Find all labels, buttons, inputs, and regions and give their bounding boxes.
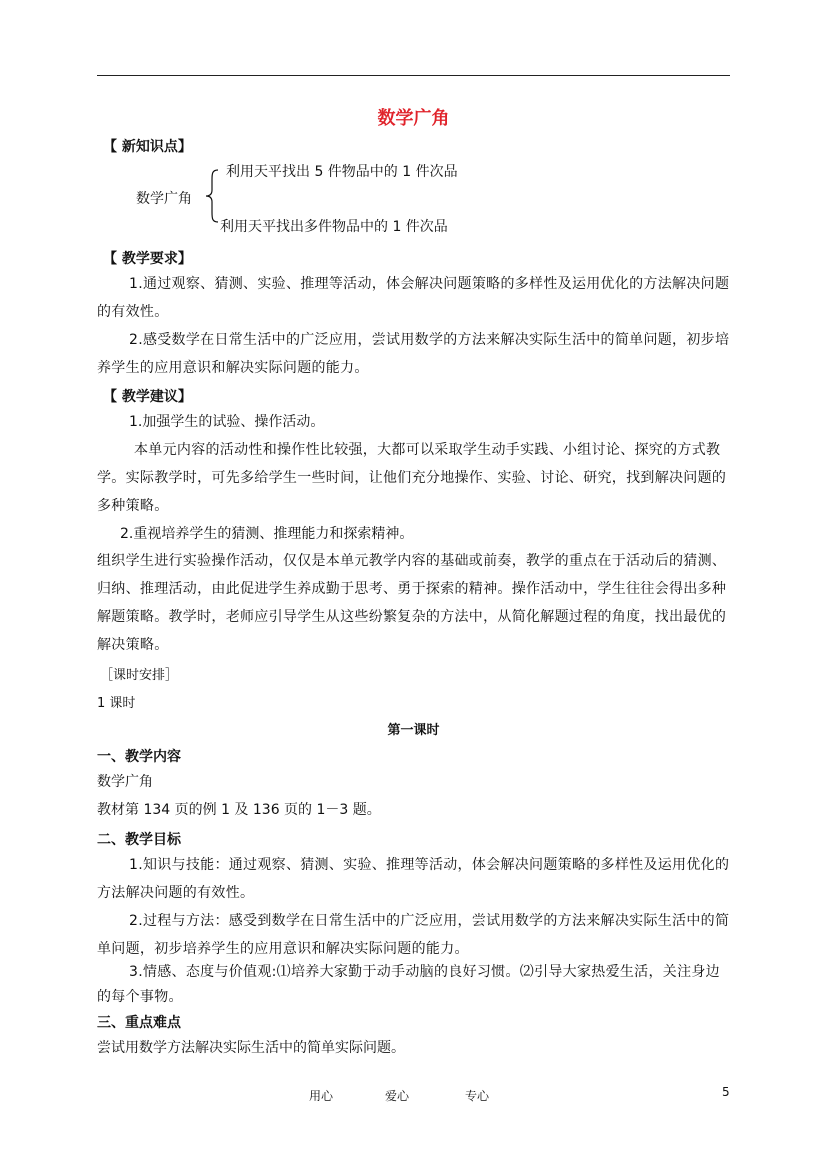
lesson-heading-key-points: 三、重点难点 xyxy=(97,1015,181,1031)
goal-2: 2.过程与方法：感受到数学在日常生活中的广泛应用，尝试用数学的方法来解决实际生活中的简单问题，初步培养学生的应用意识和解决实际问题的能力。 xyxy=(97,913,730,957)
footer-text-3: 专心 xyxy=(465,1089,490,1103)
lesson-heading-content: 一、教学内容 xyxy=(97,749,181,765)
section-new-knowledge: 【 新知识点】 xyxy=(103,139,192,155)
suggestion-2-body: 组织学生进行实验操作活动，仅仅是本单元教学内容的基础或前奏，教学的重点在于活动后的猜测、归纳、推理活动，由此促进学生养成勤于思考、勇于探索的精神。操作活动中，学生往往会得出多种解题策略。教学时，老师应引导学生从这些纷繁复杂的方法中，从简化解题过程的角度，找出最优的解决策略。 xyxy=(97,553,727,653)
footer-text-2: 爱心 xyxy=(385,1089,410,1103)
document-title: 数学广角 xyxy=(377,108,450,129)
map-branch-2: 利用天平找出多件物品中的 1 件次品 xyxy=(220,219,448,235)
requirement-2: 2.感受数学在日常生活中的广泛应用，尝试用数学的方法来解决实际生活中的简单问题，初步培养学生的应用意识和解决实际问题的能力。 xyxy=(97,332,730,376)
lesson-content-1: 数学广角 xyxy=(97,774,153,790)
schedule-label: ［课时安排］ xyxy=(100,668,179,683)
goal-3: 3.情感、态度与价值观:⑴培养大家勤于动手动脑的良好习惯。⑵引导大家热爱生活，关注身边的每个事物。 xyxy=(97,964,720,1005)
section-teaching-suggestions: 【 教学建议】 xyxy=(103,389,192,405)
section-teaching-requirements: 【 教学要求】 xyxy=(103,251,192,267)
brace-icon xyxy=(204,168,220,224)
lesson-key-points: 尝试用数学方法解决实际生活中的简单实际问题。 xyxy=(97,1040,405,1056)
schedule-value: 1 课时 xyxy=(97,696,136,711)
header-rule xyxy=(97,75,730,76)
lesson-title: 第一课时 xyxy=(387,723,440,738)
lesson-heading-goals: 二、教学目标 xyxy=(97,832,181,848)
lesson-content-2: 教材第 134 页的例 1 及 136 页的 1－3 题。 xyxy=(97,802,381,818)
requirement-1: 1.通过观察、猜测、实验、推理等活动，体会解决问题策略的多样性及运用优化的方法解决问题的有效性。 xyxy=(97,276,730,320)
suggestion-2-heading: 2.重视培养学生的猜测、推理能力和探索精神。 xyxy=(120,526,414,542)
suggestion-1-body: 本单元内容的活动性和操作性比较强，大都可以采取学生动手实践、小组讨论、探究的方式教学。实际教学时，可先多给学生一些时间，让他们充分地操作、实验、讨论、研究，找到解决问题的多种策略。 xyxy=(97,442,727,514)
map-root: 数学广角 xyxy=(136,191,192,207)
goal-1: 1.知识与技能：通过观察、猜测、实验、推理等活动，体会解决问题策略的多样性及运用优化的方法解决问题的有效性。 xyxy=(97,857,730,901)
footer-text-1: 用心 xyxy=(309,1089,334,1103)
page-number: 5 xyxy=(722,1085,730,1099)
suggestion-1-heading: 1.加强学生的试验、操作活动。 xyxy=(129,414,325,430)
map-branch-1: 利用天平找出 5 件物品中的 1 件次品 xyxy=(226,164,458,180)
